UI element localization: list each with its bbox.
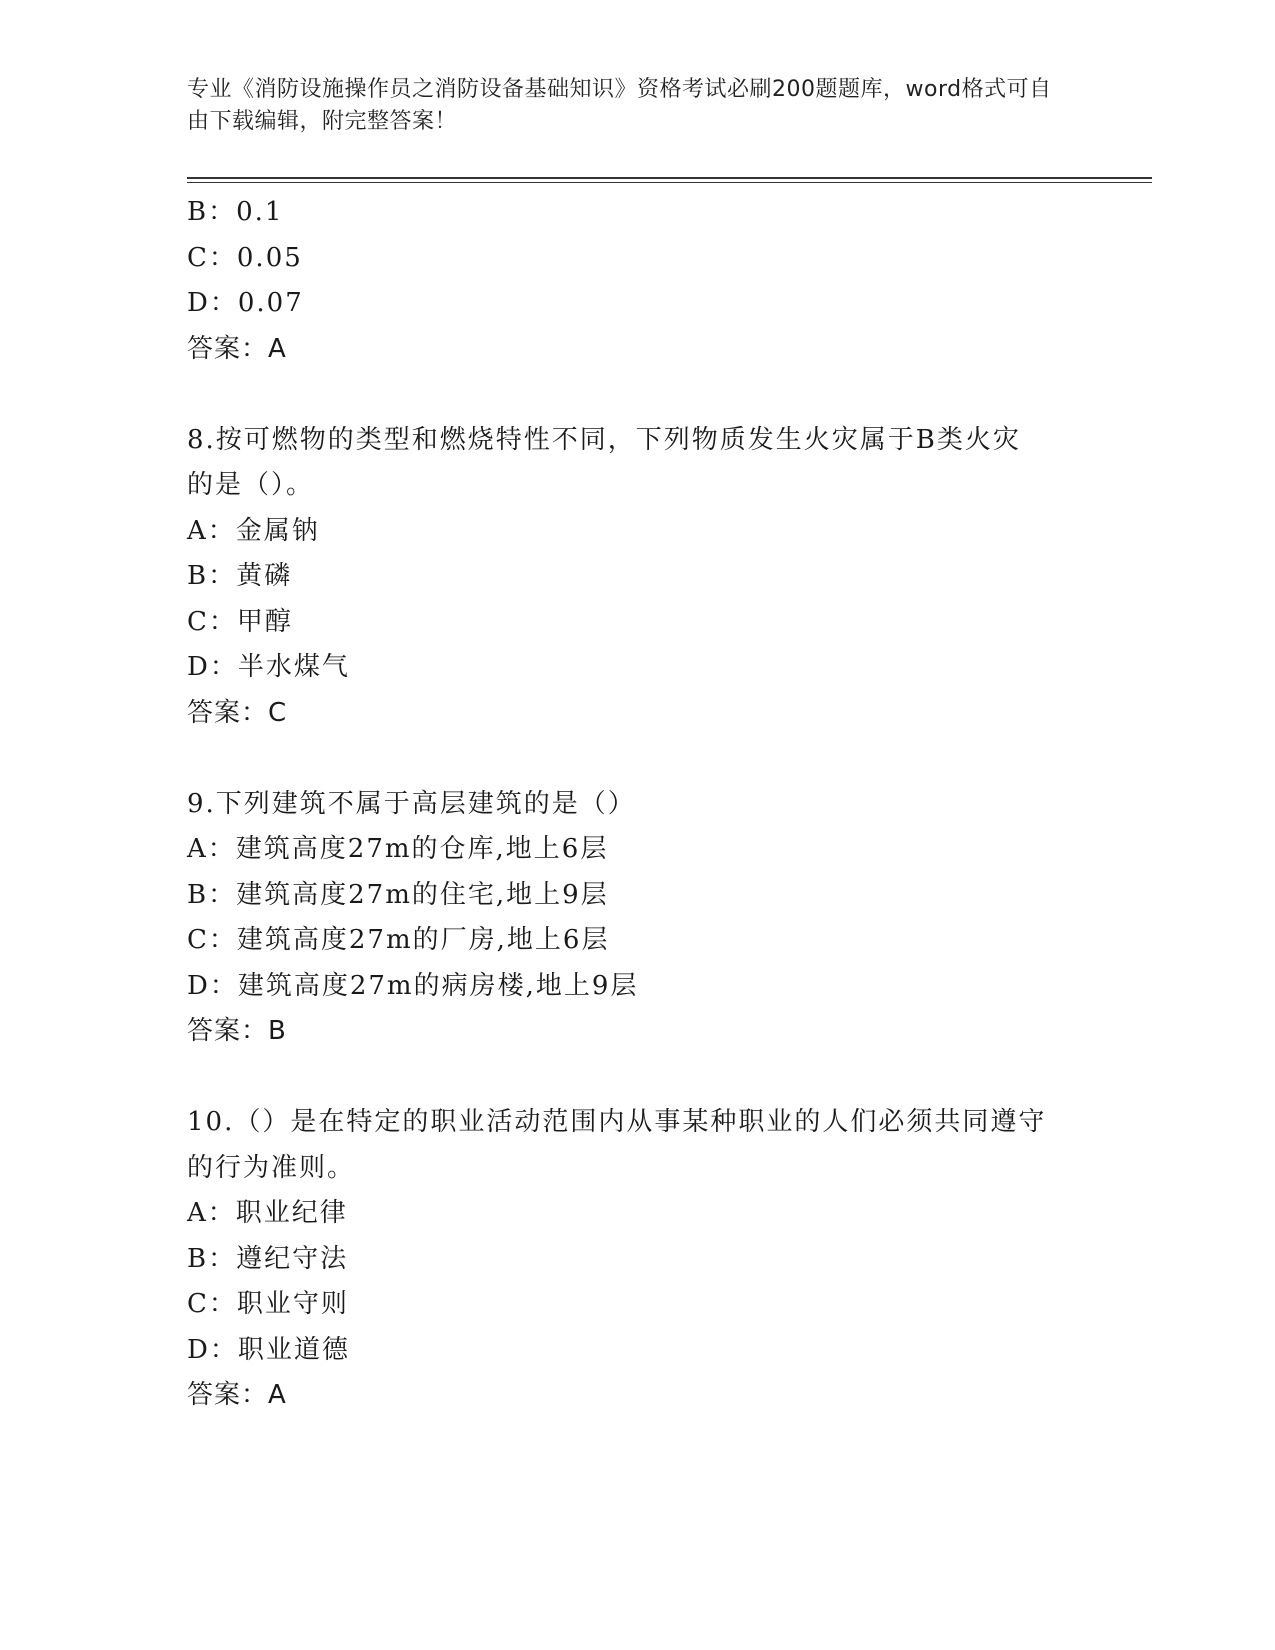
option-c: C：建筑高度27m的厂房,地上6层 <box>187 925 610 955</box>
option-d: D：半水煤气 <box>187 652 350 682</box>
question-9 <box>187 782 1087 1055</box>
option-b: B：黄磷 <box>187 561 293 591</box>
option-a: A：职业纪律 <box>187 1198 348 1228</box>
header-divider-thin <box>187 182 1152 183</box>
answer-line: 答案：A <box>187 333 287 364</box>
option-b: B：建筑高度27m的住宅,地上9层 <box>187 879 609 910</box>
option-c: C：职业守则 <box>187 1289 349 1319</box>
answer-line: 答案：B <box>187 1016 287 1046</box>
spacer <box>187 736 1087 782</box>
option-d: D：职业道德 <box>187 1334 350 1365</box>
answer-line: 答案：C <box>187 697 288 728</box>
spacer <box>187 1055 1087 1101</box>
option-a: A：建筑高度27m的仓库,地上6层 <box>187 834 609 864</box>
option-c: C：0.05 <box>187 242 303 273</box>
option-d: D：建筑高度27m的病房楼,地上9层 <box>187 970 639 1001</box>
question-stem-line: 的行为准则。 <box>187 1152 356 1183</box>
option-d: D：0.07 <box>187 288 304 318</box>
option-b: B：0.1 <box>187 197 284 227</box>
question-stem-line: 9.下列建筑不属于高层建筑的是（） <box>187 788 636 819</box>
question-stem-line: 10.（）是在特定的职业活动范围内从事某种职业的人们必须共同遵守 <box>187 1107 1047 1137</box>
question-list <box>187 190 1087 1419</box>
question-10 <box>187 1100 1087 1419</box>
question-7-continuation <box>187 190 1087 372</box>
option-a: A：金属钠 <box>187 515 320 546</box>
spacer <box>187 372 1087 418</box>
question-stem-line: 8.按可燃物的类型和燃烧特性不同，下列物质发生火灾属于B类火灾 <box>187 424 1021 455</box>
answer-line: 答案：A <box>187 1380 287 1410</box>
question-stem-line: 的是（）。 <box>187 470 315 500</box>
page-header-title: 专业《消防设施操作员之消防设备基础知识》资格考试必刷200题题库，word格式可自由下载编辑，附完整答案！ <box>187 77 1052 134</box>
option-b: B：遵纪守法 <box>187 1243 349 1274</box>
option-c: C：甲醇 <box>187 606 293 637</box>
question-8 <box>187 418 1087 737</box>
header-divider-thick <box>187 177 1152 179</box>
